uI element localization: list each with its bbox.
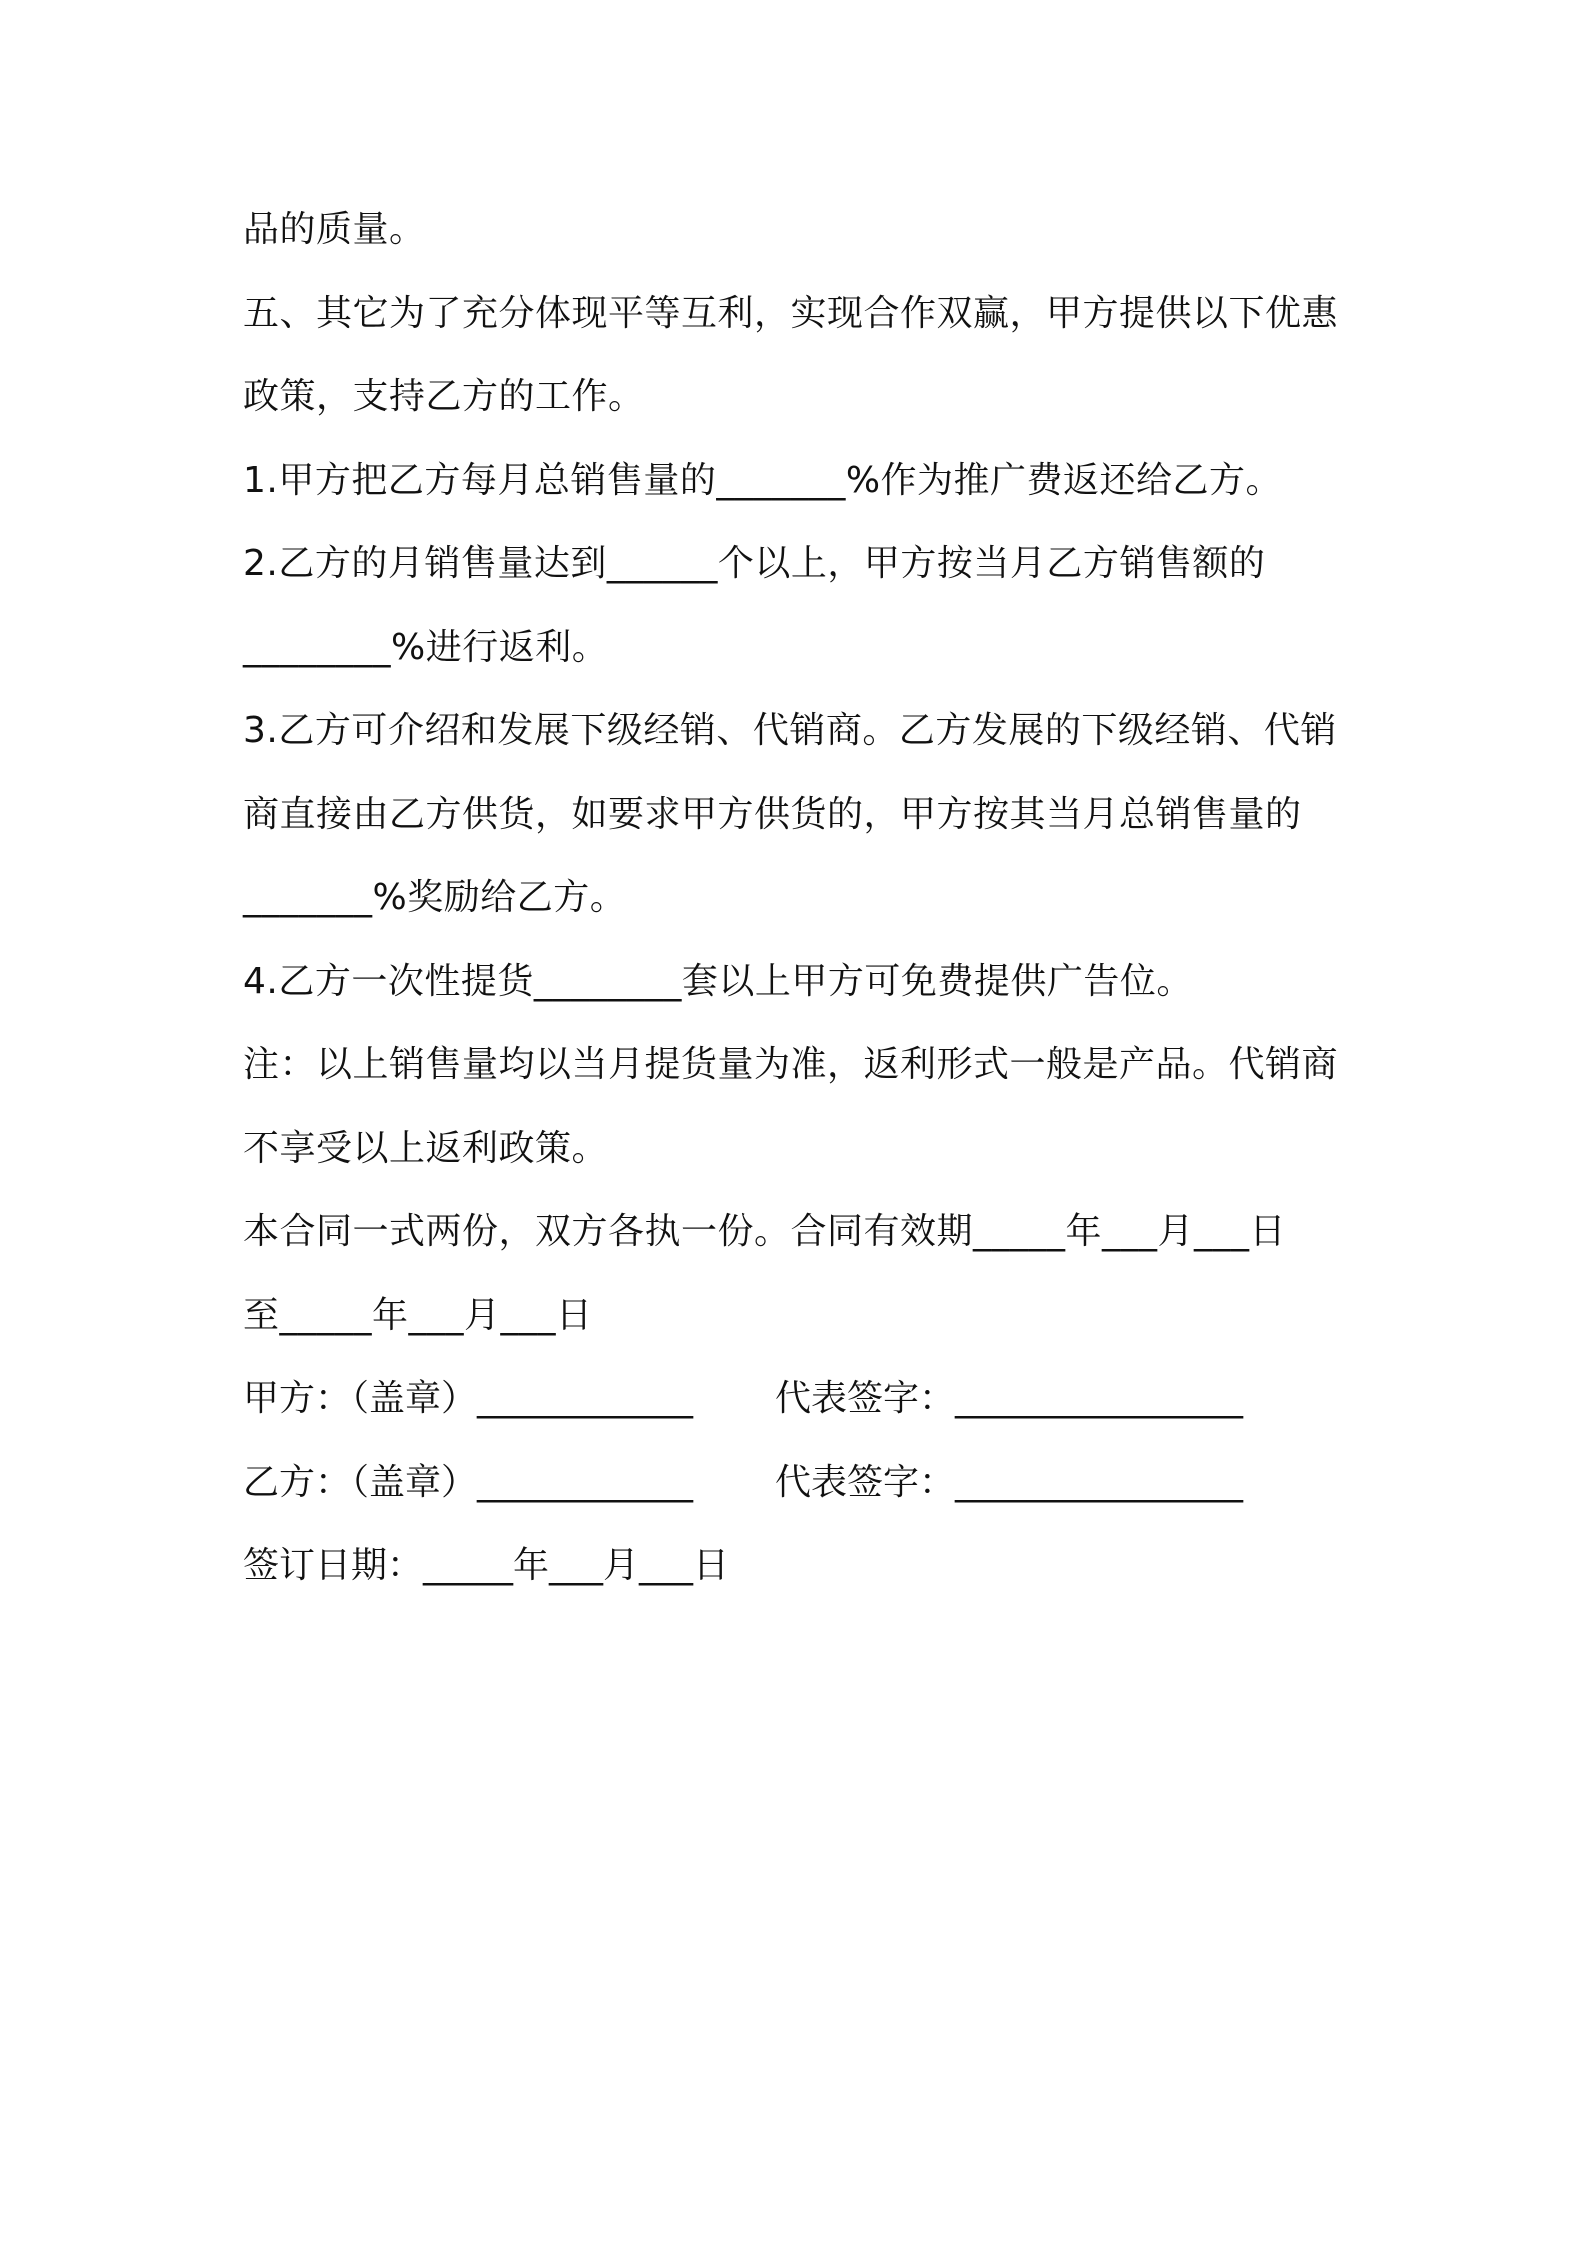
text-line-7: 3.乙方可介绍和发展下级经销、代销商。乙方发展的下级经销、代销 — [243, 710, 1337, 751]
party-a-stamp-label: 甲方：（盖章）____________ — [243, 1378, 694, 1419]
text-line-4: 1.甲方把乙方每月总销售量的_______%作为推广费返还给乙方。 — [243, 460, 1283, 501]
text-line-14: 至_____年___月___日 — [243, 1295, 593, 1336]
party-b-stamp-label: 乙方：（盖章）____________ — [243, 1462, 694, 1503]
text-line-12: 不享受以上返利政策。 — [243, 1128, 609, 1169]
text-line-6: ________%进行返利。 — [243, 627, 609, 668]
text-line-3: 政策，支持乙方的工作。 — [243, 376, 645, 417]
party-b-representative-label: 代表签字：________________ — [775, 1462, 1244, 1503]
text-line-5: 2.乙方的月销售量达到______个以上，甲方按当月乙方销售额的 — [243, 543, 1266, 584]
text-line-9: _______%奖励给乙方。 — [243, 877, 627, 918]
text-line-1: 品的质量。 — [243, 209, 426, 250]
text-line-10: 4.乙方一次性提货________套以上甲方可免费提供广告位。 — [243, 961, 1193, 1002]
text-line-8: 商直接由乙方供货，如要求甲方供货的，甲方按其当月总销售量的 — [243, 794, 1302, 835]
text-line-2: 五、其它为了充分体现平等互利，实现合作双赢，甲方提供以下优惠 — [243, 293, 1339, 334]
text-line-11: 注：以上销售量均以当月提货量为准，返利形式一般是产品。代销商 — [243, 1044, 1339, 1085]
party-a-representative-label: 代表签字：________________ — [775, 1378, 1244, 1419]
text-line-13: 本合同一式两份，双方各执一份。合同有效期_____年___月___日 — [243, 1211, 1287, 1252]
sign-date-label: 签订日期：_____年___月___日 — [243, 1545, 730, 1586]
